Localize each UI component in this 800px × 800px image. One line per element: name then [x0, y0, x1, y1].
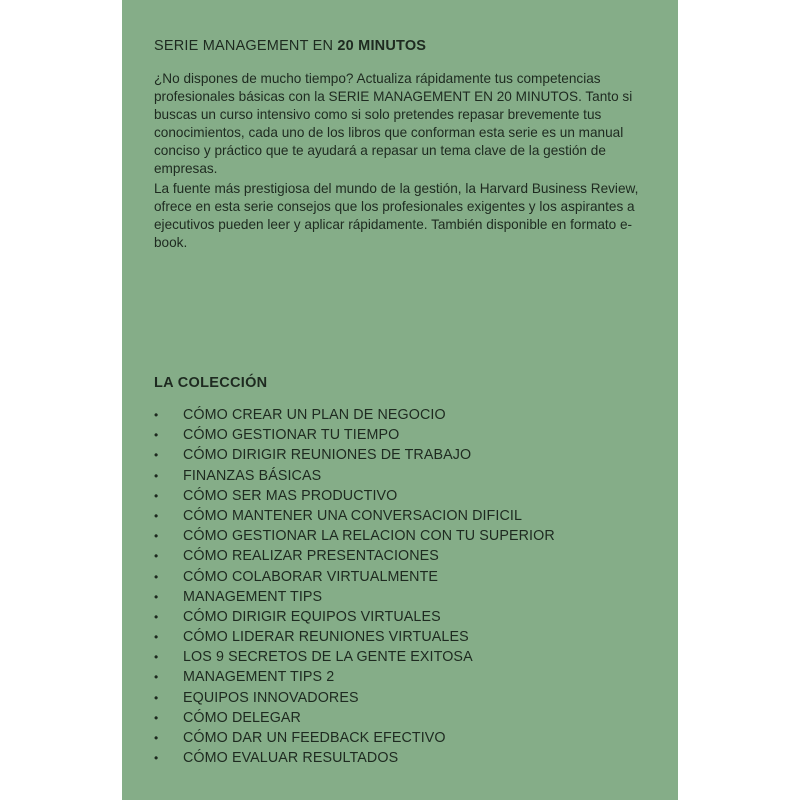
list-item-label: FINANZAS BÁSICAS	[183, 467, 322, 484]
list-item	[154, 607, 555, 627]
list-item	[154, 708, 555, 728]
list-item	[154, 688, 555, 708]
bullet-icon: •	[154, 549, 159, 564]
series-title	[154, 38, 426, 54]
description-paragraph-1: ¿No dispones de mucho tiempo? Actualiza rápidamente tus competencias profesionales básicas con la SERIE MANAGEMENT EN 20 MINUTOS. Tanto si buscas un curso intensivo como si solo pretendes repasar brevemente tus conocimientos, cada uno de los libros que conforman esta serie es un manual conciso y práctico que te ayudará a repasar un tema clave de la gestión de empresas.	[154, 71, 633, 176]
list-item-label: CÓMO DELEGAR	[183, 709, 301, 726]
bullet-icon: •	[154, 609, 159, 624]
bullet-icon: •	[154, 468, 159, 483]
bullet-icon: •	[154, 751, 159, 766]
list-item	[154, 587, 555, 607]
list-item-label: CÓMO CREAR UN PLAN DE NEGOCIO	[183, 407, 446, 423]
list-item	[154, 647, 555, 667]
list-item-label: CÓMO DIRIGIR EQUIPOS VIRTUALES	[183, 608, 441, 625]
list-item	[154, 546, 555, 566]
collection-list	[154, 405, 555, 768]
bullet-icon: •	[154, 448, 159, 463]
list-item	[154, 526, 555, 546]
list-item-label: CÓMO SER MAS PRODUCTIVO	[183, 487, 398, 504]
book-back-cover	[122, 0, 678, 800]
list-item-label: EQUIPOS INNOVADORES	[183, 689, 359, 706]
list-item-label: CÓMO EVALUAR RESULTADOS	[183, 750, 399, 767]
list-item-label: CÓMO COLABORAR VIRTUALMENTE	[183, 568, 439, 585]
description-paragraph-2: La fuente más prestigiosa del mundo de la gestión, la Harvard Business Review, ofrece en esta serie consejos que los profesionales exigentes y los aspirantes a ejecutivos pueden leer y aplicar rápidamente. También disponible en formato e-book.	[154, 181, 639, 250]
series-title-prefix: SERIE MANAGEMENT EN	[154, 38, 334, 54]
list-item	[154, 445, 555, 465]
bullet-icon: •	[154, 630, 159, 645]
list-item-label: CÓMO DIRIGIR REUNIONES DE TRABAJO	[183, 447, 472, 464]
list-item-label: CÓMO GESTIONAR TU TIEMPO	[183, 427, 400, 444]
bullet-icon: •	[154, 529, 159, 544]
list-item	[154, 405, 555, 425]
list-item-label: CÓMO MANTENER UNA CONVERSACION DIFICIL	[183, 507, 523, 524]
list-item-label: CÓMO GESTIONAR LA RELACION CON TU SUPERIOR	[183, 528, 555, 545]
series-title-bold: 20 MINUTOS	[337, 38, 427, 54]
list-item	[154, 748, 555, 768]
bullet-icon: •	[154, 670, 159, 685]
bullet-icon: •	[154, 589, 159, 604]
list-item	[154, 728, 555, 748]
bullet-icon: •	[154, 710, 159, 725]
list-item	[154, 506, 555, 526]
list-item	[154, 667, 555, 687]
list-item	[154, 567, 555, 587]
bullet-icon: •	[154, 508, 159, 523]
list-item-label: MANAGEMENT TIPS	[183, 588, 323, 605]
bullet-icon: •	[154, 488, 159, 503]
list-item	[154, 486, 555, 506]
list-item-label: CÓMO LIDERAR REUNIONES VIRTUALES	[183, 629, 469, 646]
list-item-label: CÓMO DAR UN FEEDBACK EFECTIVO	[183, 730, 446, 746]
bullet-icon: •	[154, 690, 159, 705]
bullet-icon: •	[154, 428, 159, 443]
list-item-label: LOS 9 SECRETOS DE LA GENTE EXITOSA	[183, 649, 473, 666]
bullet-icon: •	[154, 650, 159, 665]
list-item-label: CÓMO REALIZAR PRESENTACIONES	[183, 548, 439, 565]
collection-title: LA COLECCIÓN	[154, 375, 268, 391]
bullet-icon: •	[154, 408, 159, 422]
bullet-icon: •	[154, 731, 159, 745]
list-item	[154, 466, 555, 486]
list-item	[154, 627, 555, 647]
list-item-label: MANAGEMENT TIPS 2	[183, 669, 335, 686]
list-item	[154, 425, 555, 445]
bullet-icon: •	[154, 569, 159, 584]
